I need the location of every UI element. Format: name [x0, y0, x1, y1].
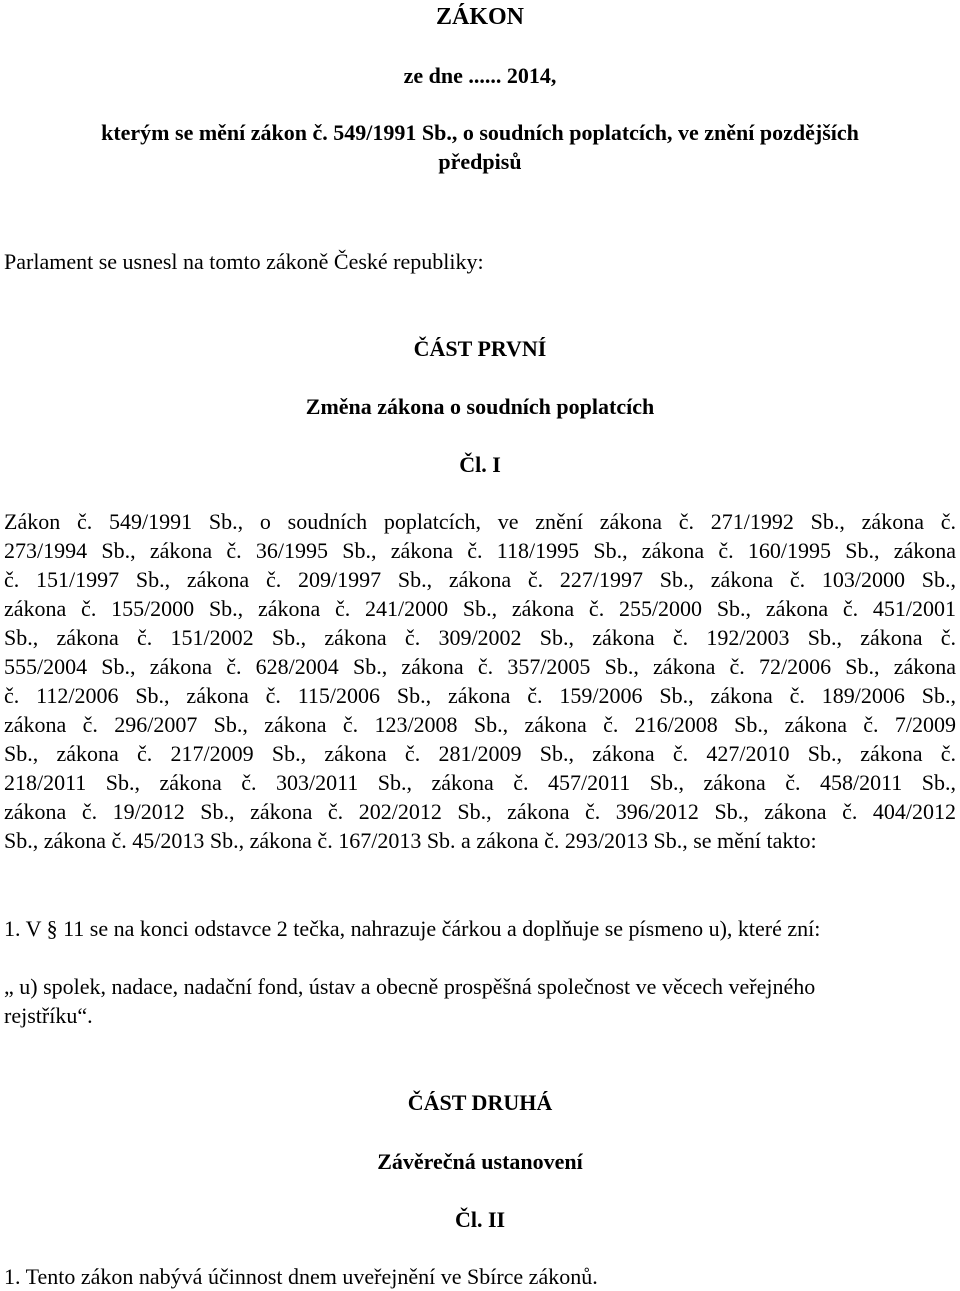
body-line: zákona č. 155/2000 Sb., zákona č. 241/2000 Sb., zákona č. 255/2000 Sb., zákona č. 451/2001	[4, 596, 956, 621]
article-two-label: Čl. II	[454, 1207, 506, 1232]
article-one-label: Čl. I	[459, 452, 501, 477]
body-line: zákona č. 19/2012 Sb., zákona č. 202/2012 Sb., zákona č. 396/2012 Sb., zákona č. 404/2012	[4, 799, 956, 824]
body-line: Sb., zákona č. 45/2013 Sb., zákona č. 167/2013 Sb. a zákona č. 293/2013 Sb., se mění takto:	[4, 828, 817, 853]
law-date-line: ze dne ...... 2014,	[403, 63, 557, 88]
part-one-subheading: Změna zákona o soudních poplatcích	[305, 394, 655, 419]
quote-line: rejstříku“.	[4, 1003, 93, 1028]
law-subtitle-line-1: kterým se mění zákon č. 549/1991 Sb., o soudních poplatcích, ve znění pozdějších	[101, 120, 859, 145]
law-subtitle-line-2: předpisů	[438, 149, 522, 174]
body-line: zákona č. 296/2007 Sb., zákona č. 123/2008 Sb., zákona č. 216/2008 Sb., zákona č. 7/2009	[4, 712, 956, 737]
part-two-heading: ČÁST DRUHÁ	[407, 1090, 553, 1115]
body-line: č. 112/2006 Sb., zákona č. 115/2006 Sb., zákona č. 159/2006 Sb., zákona č. 189/2006 Sb.,	[4, 683, 956, 708]
amendment-quote	[4, 972, 956, 1030]
body-line: 273/1994 Sb., zákona č. 36/1995 Sb., zákona č. 118/1995 Sb., zákona č. 160/1995 Sb., zákona	[4, 538, 956, 563]
body-line: Sb., zákona č. 217/2009 Sb., zákona č. 281/2009 Sb., zákona č. 427/2010 Sb., zákona č.	[4, 741, 956, 766]
part-one-point-1: 1. V § 11 se na konci odstavce 2 tečka, nahrazuje čárkou a doplňuje se písmeno u), které zní:	[4, 916, 821, 941]
body-line: Sb., zákona č. 151/2002 Sb., zákona č. 309/2002 Sb., zákona č. 192/2003 Sb., zákona č.	[4, 625, 956, 650]
body-line: Zákon č. 549/1991 Sb., o soudních poplatcích, ve znění zákona č. 271/1992 Sb., zákona č.	[4, 509, 956, 534]
preamble: Parlament se usnesl na tomto zákoně České republiky:	[4, 249, 484, 274]
part-one-heading: ČÁST PRVNÍ	[413, 336, 547, 361]
article-one-body	[4, 507, 956, 855]
body-line: 218/2011 Sb., zákona č. 303/2011 Sb., zákona č. 457/2011 Sb., zákona č. 458/2011 Sb.,	[4, 770, 956, 795]
law-title: ZÁKON	[435, 4, 524, 30]
part-two-point-1: 1. Tento zákon nabývá účinnost dnem uveřejnění ve Sbírce zákonů.	[4, 1264, 598, 1289]
part-two-subheading: Závěrečná ustanovení	[377, 1149, 583, 1174]
quote-line: „ u) spolek, nadace, nadační fond, ústav a obecně prospěšná společnost ve věcech veřejného	[4, 974, 816, 999]
body-line: 555/2004 Sb., zákona č. 628/2004 Sb., zákona č. 357/2005 Sb., zákona č. 72/2006 Sb., zákona	[4, 654, 956, 679]
body-line: č. 151/1997 Sb., zákona č. 209/1997 Sb., zákona č. 227/1997 Sb., zákona č. 103/2000 Sb.,	[4, 567, 956, 592]
